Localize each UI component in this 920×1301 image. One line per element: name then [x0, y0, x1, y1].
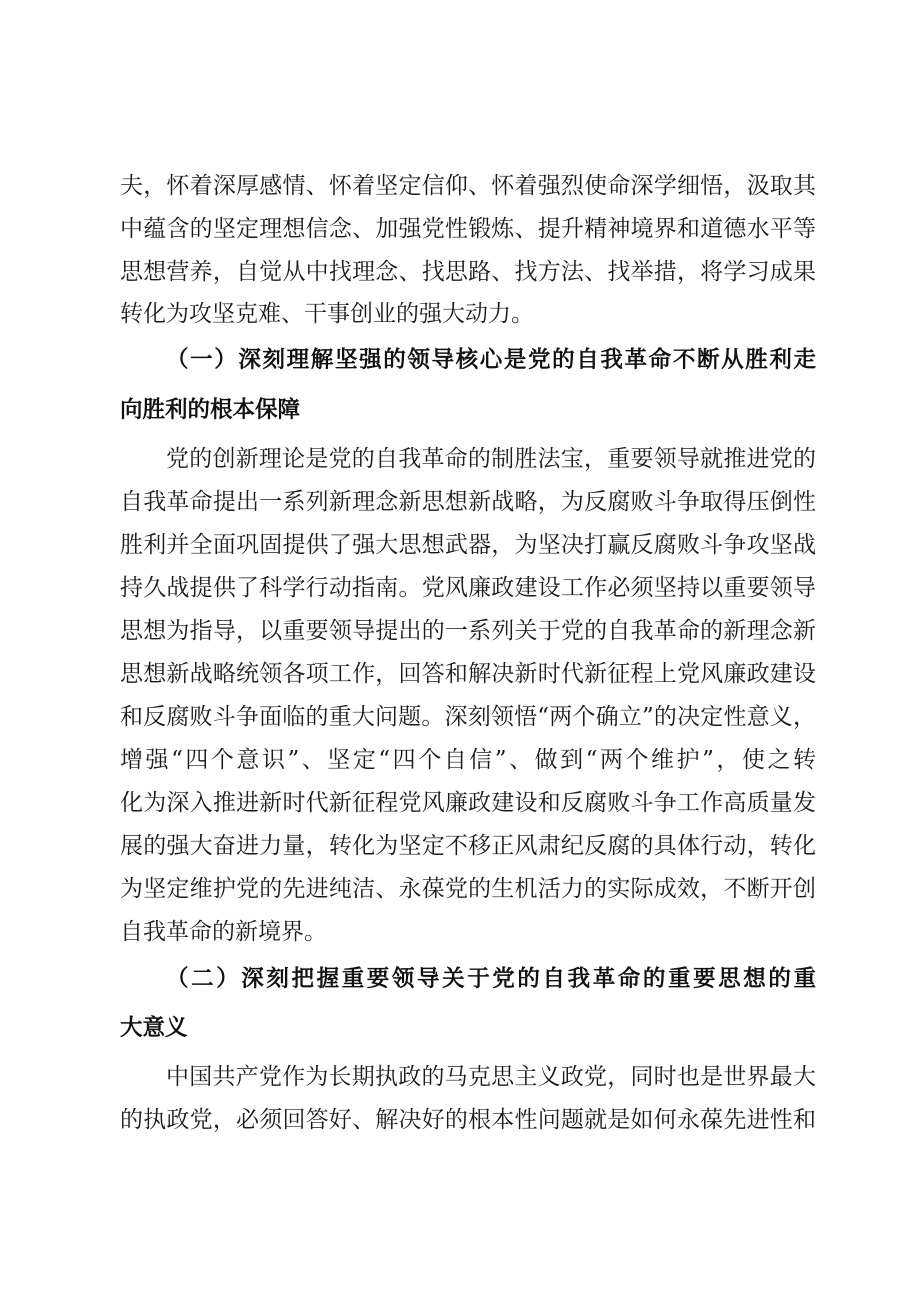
body-paragraph-line: 为坚定维护党的先进纯洁、永葆党的生机活力的实际成效，不断开创: [120, 876, 816, 902]
section-heading: 大意义: [120, 1015, 188, 1041]
section-heading: 向胜利的根本保障: [120, 397, 301, 423]
body-paragraph-line: 思想新战略统领各项工作，回答和解决新时代新征程上党风廉政建设: [120, 661, 816, 687]
body-paragraph-line: 持久战提供了科学行动指南。党风廉政建设工作必须坚持以重要领导: [120, 575, 816, 601]
body-paragraph-line: 中国共产党作为长期执政的马克思主义政党，同时也是世界最大: [166, 1064, 816, 1090]
section-heading: （一）深刻理解坚强的领导核心是党的自我革命不断从胜利走: [166, 347, 816, 373]
body-paragraph-line: 的执政党，必须回答好、解决好的根本性问题就是如何永葆先进性和: [120, 1107, 816, 1133]
intro-paragraph-line: 思想营养，自觉从中找理念、找思路、找方法、找举措，将学习成果: [120, 259, 816, 285]
body-paragraph-line: 自我革命的新境界。: [120, 919, 327, 945]
body-paragraph-line: 思想为指导，以重要领导提出的一系列关于党的自我革命的新理念新: [120, 618, 816, 644]
body-paragraph-line: 展的强大奋进力量，转化为坚定不移正风肃纪反腐的具体行动，转化: [120, 833, 816, 859]
body-paragraph-line: 和反腐败斗争面临的重大问题。深刻领悟“两个确立”的决定性意义，: [120, 704, 816, 730]
intro-paragraph-line: 中蕴含的坚定理想信念、加强党性锻炼、提升精神境界和道德水平等: [120, 216, 816, 242]
section-heading: （二）深刻把握重要领导关于党的自我革命的重要思想的重: [166, 966, 816, 992]
body-paragraph-line: 自我革命提出一系列新理念新思想新战略，为反腐败斗争取得压倒性: [120, 489, 816, 515]
body-paragraph-line: 党的创新理论是党的自我革命的制胜法宝，重要领导就推进党的: [166, 446, 816, 472]
intro-paragraph-line: 转化为攻坚克难、干事创业的强大动力。: [120, 301, 534, 327]
body-paragraph-line: 化为深入推进新时代新征程党风廉政建设和反腐败斗争工作高质量发: [120, 790, 816, 816]
body-paragraph-line: 胜利并全面巩固提供了强大思想武器，为坚决打赢反腐败斗争攻坚战: [120, 532, 816, 558]
intro-paragraph-line: 夫，怀着深厚感情、怀着坚定信仰、怀着强烈使命深学细悟，汲取其: [120, 173, 816, 199]
body-paragraph-line: 增强“四个意识”、坚定“四个自信”、做到“两个维护”，使之转: [120, 747, 816, 773]
